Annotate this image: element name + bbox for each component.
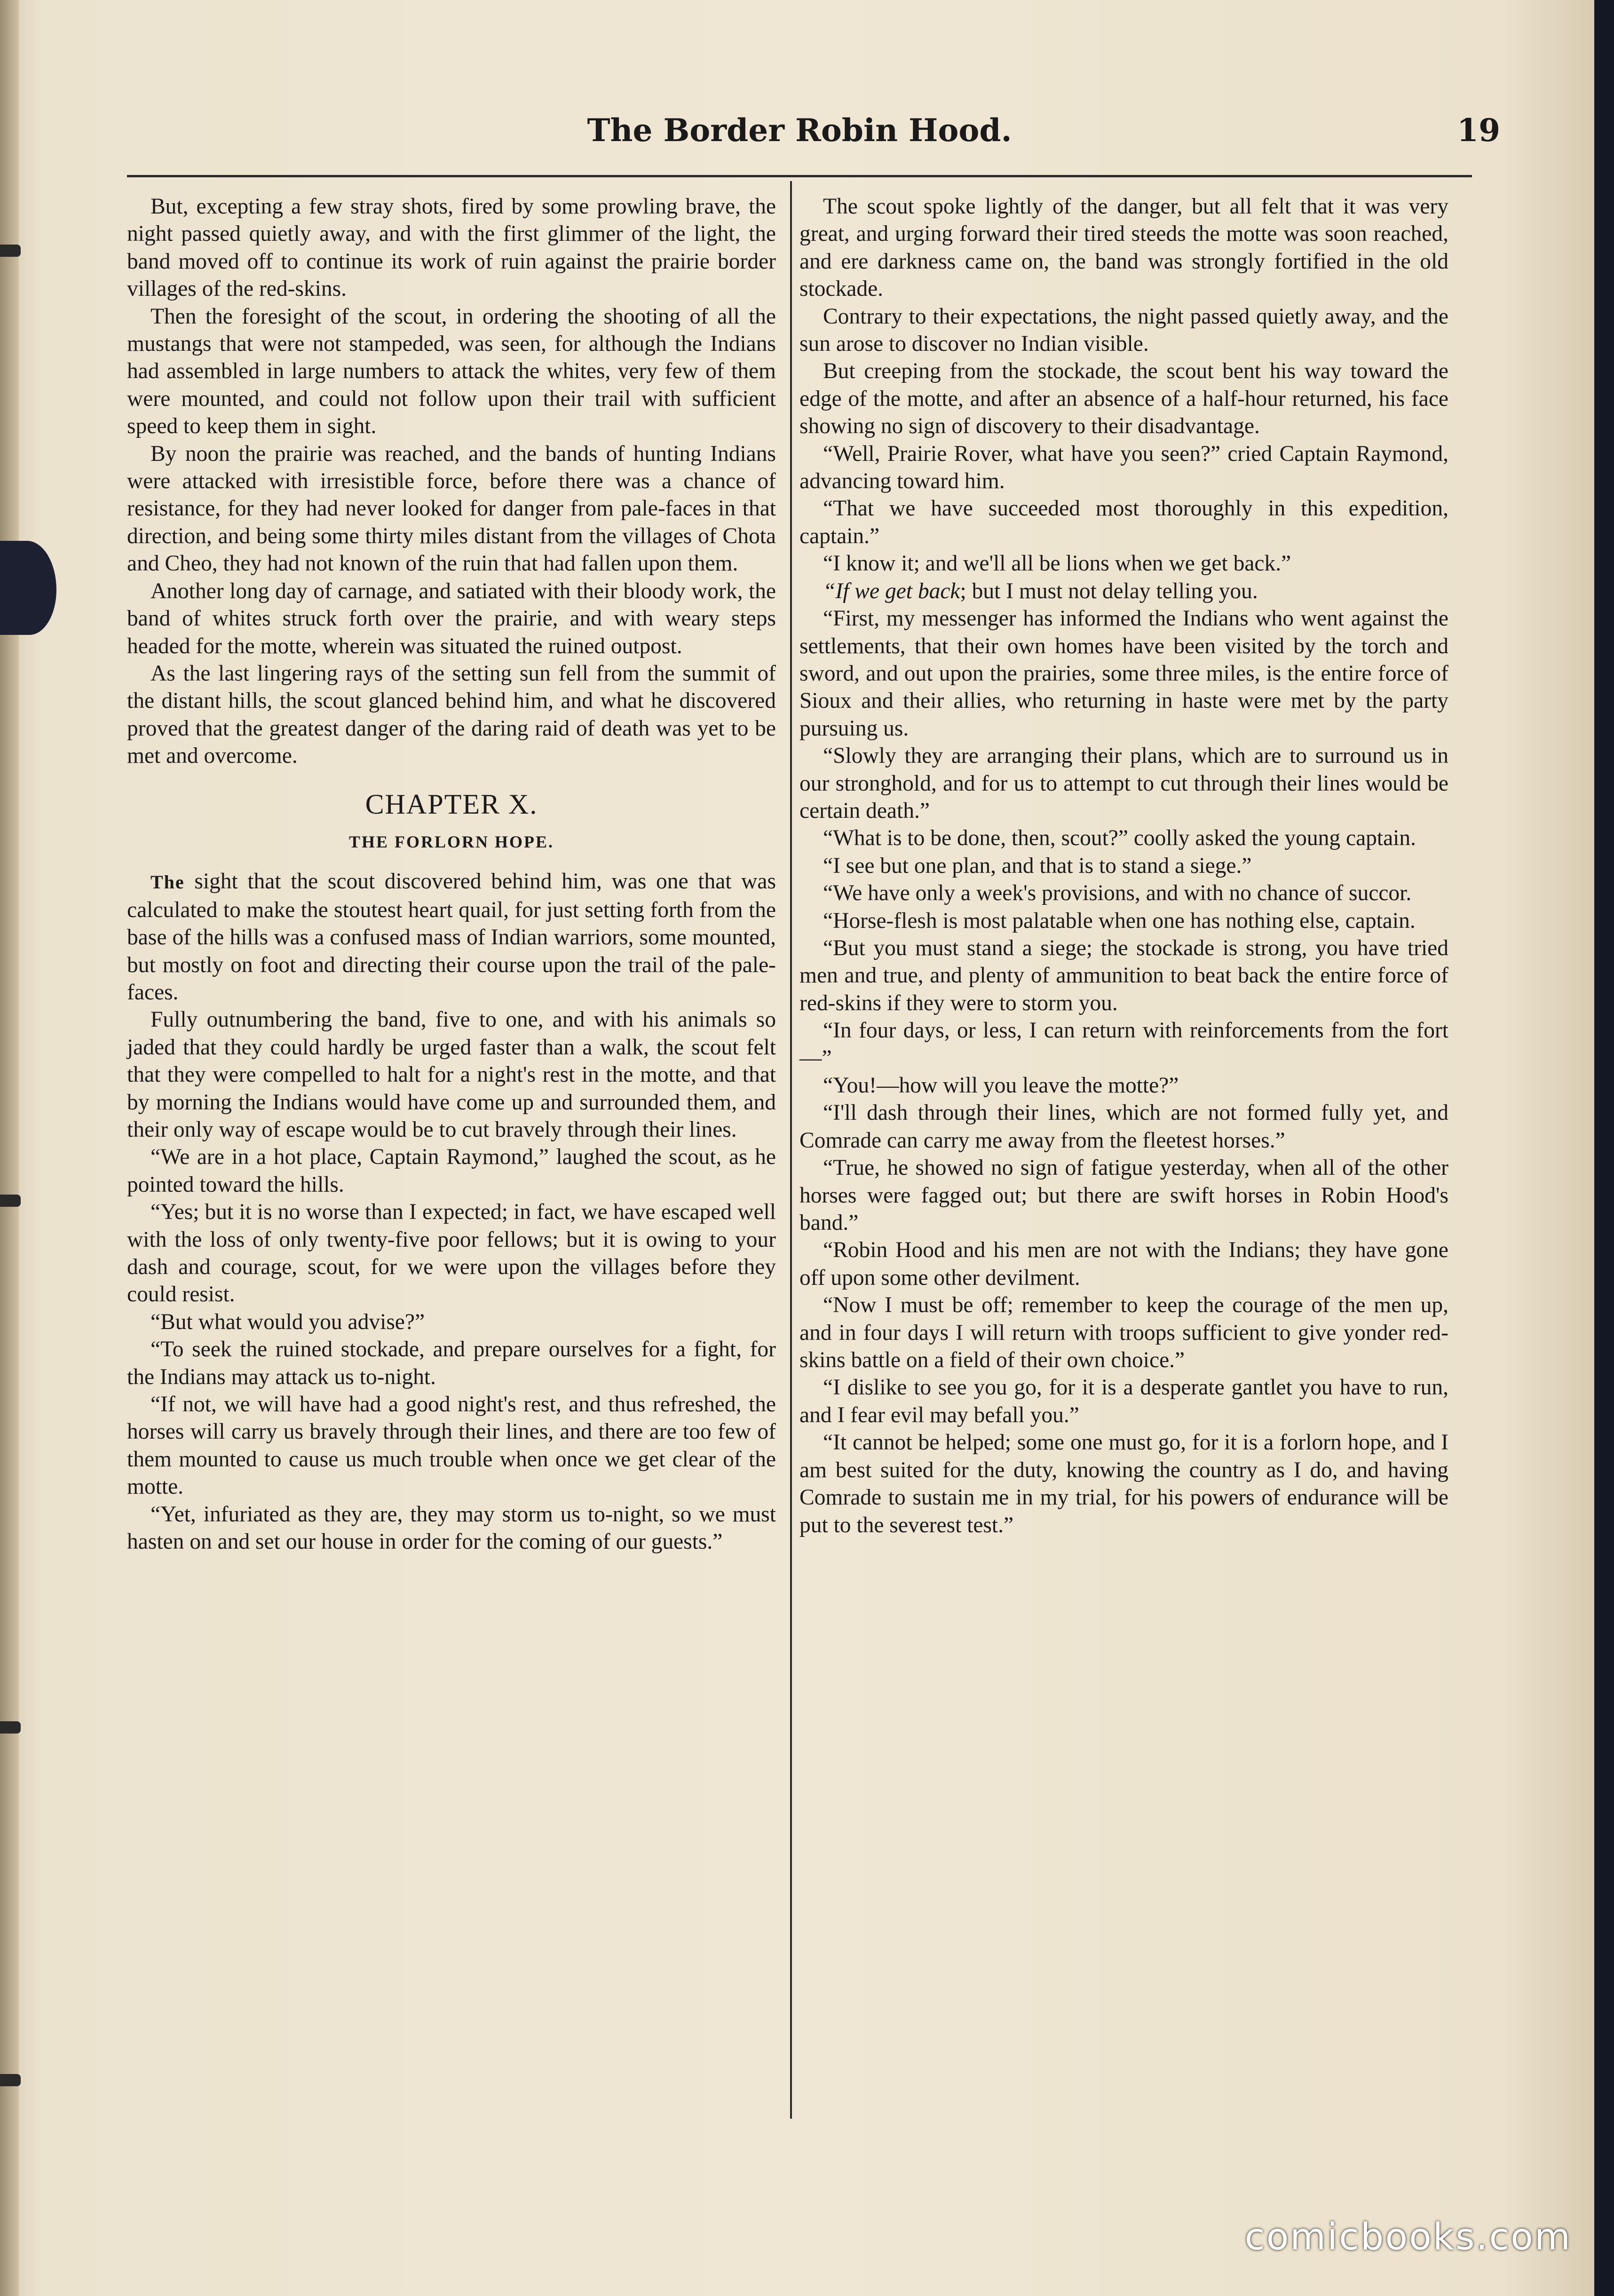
page-tear (0, 541, 56, 635)
column-divider (790, 181, 792, 2119)
chapter-opening-paragraph (127, 868, 776, 1006)
opening-word: The (150, 871, 185, 893)
paragraph: “Well, Prairie Rover, what have you seen?” cried Captain Raymond, advancing toward him. (799, 441, 1448, 494)
chapter-subtitle: THE FORLORN HOPE. (348, 832, 554, 851)
chapter-title: CHAPTER X. (365, 788, 538, 820)
binding-stitch (0, 1195, 21, 1207)
page-header (127, 112, 1500, 164)
paragraph: As the last lingering rays of the setting sun fell from the summit of the distant hills, the scout glanced behind him, and what he discovered proved that the greatest danger of the daring raid of death was yet to be met and overcome. (127, 661, 776, 768)
paragraph: “But what would you advise?” (150, 1309, 425, 1334)
binding-stitch (0, 2074, 21, 2086)
paragraph: “First, my messenger has informed the Indians who went against the settlements, that their own homes have been visited by the torch and sword, and out upon the prairies, some three miles, is the entire force of Sioux and their allies, who returning in haste were met by the party pursuing us. (799, 606, 1448, 741)
page-number: 19 (1457, 112, 1500, 149)
paragraph: “I know it; and we'll all be lions when we get back.” (823, 551, 1291, 576)
paragraph: “To seek the ruined stockade, and prepare ourselves for a fight, for the Indians may attack us to-night. (127, 1337, 776, 1389)
paragraph: “We are in a hot place, Captain Raymond,” laughed the scout, as he pointed toward the hills. (127, 1145, 776, 1197)
watermark: comicbooks.com (1244, 2216, 1572, 2258)
binding-stitch (0, 245, 21, 257)
page-binding (0, 0, 19, 2296)
paragraph: Then the foresight of the scout, in ordering the shooting of all the mustangs that were not stampeded, was seen, for although the Indians had assembled in large numbers to attack the whites, very few of them were mounted, and could not follow upon their trail with sufficient speed to keep them in sight. (127, 304, 776, 439)
paragraph: “Horse-flesh is most palatable when one has nothing else, captain. (823, 908, 1416, 933)
paragraph: “We have only a week's provisions, and with no chance of succor. (823, 881, 1412, 906)
paragraph: “You!—how will you leave the motte?” (823, 1073, 1179, 1098)
paragraph: “I see but one plan, and that is to stand a siege.” (823, 853, 1252, 878)
paragraph: Another long day of carnage, and satiated with their bloody work, the band of whites struck forth over the prairie, and with weary steps headed for the motte, wherein was situated the ruined outpost. (127, 578, 776, 658)
paragraph: Contrary to their expectations, the night passed quietly away, and the sun arose to discover no Indian visible. (799, 304, 1448, 356)
paragraph: Fully outnumbering the band, five to one, and with his animals so jaded that they could hardly be urged faster than a walk, the scout felt that they were compelled to halt for a night's rest in the motte, and that by morning the Indians would have come up and surrounded them, and their only way of escape would be to cut bravely through their lines. (127, 1007, 776, 1142)
paragraph-italic-start (799, 578, 1448, 605)
right-column (799, 193, 1448, 1539)
left-column (127, 193, 776, 1556)
paragraph: “That we have succeeded most thoroughly in this expedition, captain.” (799, 496, 1448, 548)
running-title: The Border Robin Hood. (587, 112, 1012, 149)
paragraph: But creeping from the stockade, the scout bent his way toward the edge of the motte, and after an absence of a half-hour returned, his face showing no sign of discovery to their disadvantage. (799, 359, 1448, 439)
paragraph: “Yet, infuriated as they are, they may storm us to-night, so we must hasten on and set our house in order for the coming of our guests.” (127, 1502, 776, 1554)
binding-stitch (0, 1721, 21, 1734)
scan-edge (1594, 0, 1614, 2296)
paragraph: “I dislike to see you go, for it is a desperate gantlet you have to run, and I fear evil may befall you.” (799, 1375, 1448, 1427)
paragraph: “But you must stand a siege; the stockade is strong, you have tried men and true, and plenty of ammunition to beat back the entire force of red-skins if they were to storm you. (799, 935, 1448, 1015)
paragraph: “If not, we will have had a good night's rest, and thus refreshed, the horses will carry us bravely through their lines, and there are too few of them mounted to cause us much trouble when once we get clear of the motte. (127, 1392, 776, 1499)
opening-text: sight that the scout discovered behind him, was one that was calculated to make the stoutest heart quail, for just setting forth from the base of the hills was a confused mass of Indian warriors, some mounted, but mostly on foot and directing their course upon the trail of the pale-faces. (127, 869, 776, 1005)
paragraph: “In four days, or less, I can return with reinforcements from the fort—” (799, 1018, 1448, 1070)
paragraph: “Robin Hood and his men are not with the Indians; they have gone off upon some other devilment. (799, 1238, 1448, 1290)
paragraph: “Now I must be off; remember to keep the courage of the men up, and in four days I will return with troops sufficient to give yonder red-skins battle on a field of their own choice.” (799, 1293, 1448, 1373)
header-rule (127, 175, 1472, 177)
paragraph: “What is to be done, then, scout?” coolly asked the young captain. (823, 826, 1416, 851)
paragraph: The scout spoke lightly of the danger, but all felt that it was very great, and urging forward their tired steeds the motte was soon reached, and ere darkness came on, the band was strongly fortified in the old stockade. (799, 194, 1448, 301)
italic-text: “If we get back (823, 578, 960, 603)
paragraph: “True, he showed no sign of fatigue yesterday, when all of the other horses were fagged out; but there are swift horses in Robin Hood's band.” (799, 1156, 1448, 1235)
paragraph: “Slowly they are arranging their plans, which are to surround us in our stronghold, and for us to attempt to cut through their lines would be certain death.” (799, 744, 1448, 823)
paragraph-text: ; but I must not delay telling you. (960, 578, 1258, 603)
paragraph: “It cannot be helped; some one must go, for it is a forlorn hope, and I am best suited for the duty, knowing the country as I do, and having Comrade to sustain me in my trial, for his powers of endurance will be put to the severest test.” (799, 1430, 1448, 1537)
paragraph: “I'll dash through their lines, which are not formed fully yet, and Comrade can carry me away from the fleetest horses.” (799, 1100, 1448, 1153)
paragraph: “Yes; but it is no worse than I expected; in fact, we have escaped well with the loss of only twenty-five poor fellows; but it is owing to your dash and courage, scout, for we were upon the villages before they could resist. (127, 1200, 776, 1307)
paragraph: By noon the prairie was reached, and the bands of hunting Indians were attacked with irresistible force, before there was a chance of resistance, for they had never looked for danger from pale-faces in that direction, and being some thirty miles distant from the villages of Chota and Cheo, they had not known of the ruin that had fallen upon them. (127, 441, 776, 576)
paragraph: But, excepting a few stray shots, fired by some prowling brave, the night passed quietly away, and with the first glimmer of the light, the band moved off to continue its work of ruin against the prairie border villages of the red-skins. (127, 194, 776, 301)
